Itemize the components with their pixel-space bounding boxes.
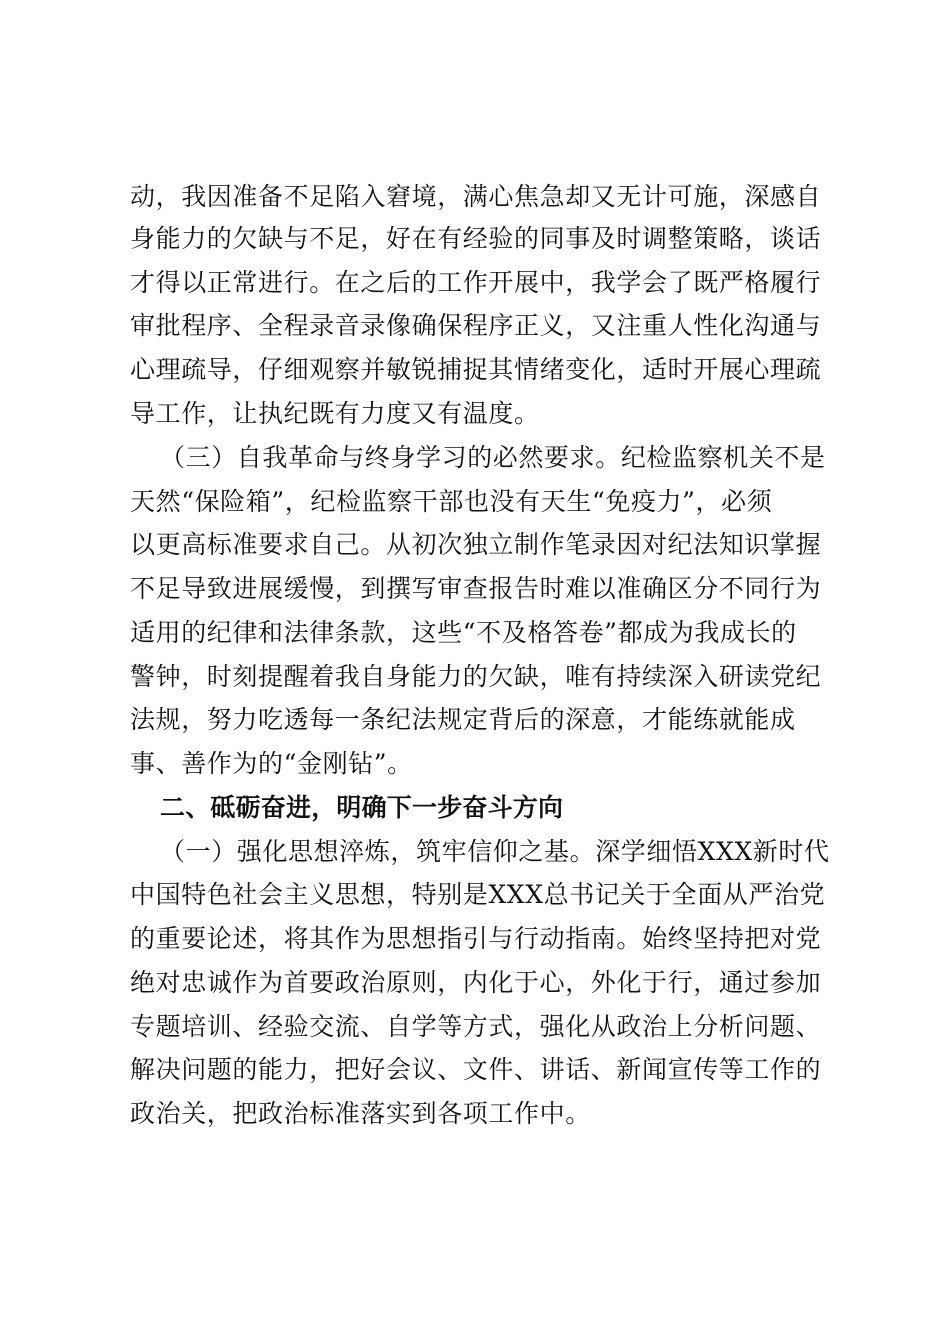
- subsection-line: [160, 835, 830, 869]
- body-text-line: 警钟，时刻提醒着我自身能力的欠缺，唯有持续深入研读党纪: [130, 662, 822, 691]
- body-text-line: 适用的纪律和法律条款，这些“不及格答卷”都成为我成长的: [130, 618, 797, 647]
- body-text-line: 心理疏导，仔细观察并敏锐捕捉其情绪变化，适时开展心理疏: [130, 355, 822, 384]
- subsection-text: 深学细悟XXX新时代: [595, 837, 830, 866]
- subsection-text: 纪检监察机关不是: [620, 443, 826, 472]
- body-text-line: 法规，努力吃透每一条纪法规定背后的深意，才能练就能成: [130, 705, 796, 734]
- body-text-line: 事、善作为的“金刚钻”。: [130, 749, 413, 778]
- body-text-line: 中国特色社会主义思想，特别是XXX总书记关于全面从严治党: [130, 880, 826, 909]
- subsection-line: [160, 441, 830, 475]
- subsection-heading: （三）自我革命与终身学习的必然要求。: [160, 443, 621, 472]
- body-text-line: 导工作，让执纪既有力度又有温度。: [130, 399, 540, 428]
- body-text-line: 不足导致进展缓慢，到撰写审查报告时难以准确区分不同行为: [130, 574, 822, 603]
- body-text-line: 天然“保险箱”，纪检监察干部也没有天生“免疫力”，必须: [130, 487, 773, 516]
- section-heading: 二、砥砺奋进，明确下一步奋斗方向: [160, 793, 564, 822]
- body-text-line: 的重要论述，将其作为思想指引与行动指南。始终坚持把对党: [130, 924, 822, 953]
- body-text-line: 政治关，把政治标准落实到各项工作中。: [130, 1099, 591, 1128]
- body-text-line: 身能力的欠缺与不足，好在有经验的同事及时调整策略，谈话: [130, 224, 822, 253]
- subsection-heading: （一）强化思想淬炼，筑牢信仰之基。: [160, 837, 596, 866]
- body-text-line: 动，我因准备不足陷入窘境，满心焦急却又无计可施，深感自: [130, 182, 822, 211]
- body-text-line: 绝对忠诚作为首要政治原则，内化于心，外化于行，通过参加: [130, 968, 822, 997]
- body-text-line: 解决问题的能力，把好会议、文件、讲话、新闻宣传等工作的: [130, 1055, 822, 1084]
- body-text-line: 以更高标准要求自己。从初次独立制作笔录因对纪法知识掌握: [130, 530, 822, 559]
- body-text-line: 审批程序、全程录音录像确保程序正义，又注重人性化沟通与: [130, 311, 822, 340]
- body-text-line: 才得以正常进行。在之后的工作开展中，我学会了既严格履行: [130, 268, 822, 297]
- body-text-line: 专题培训、经验交流、自学等方式，强化从政治上分析问题、: [130, 1012, 822, 1041]
